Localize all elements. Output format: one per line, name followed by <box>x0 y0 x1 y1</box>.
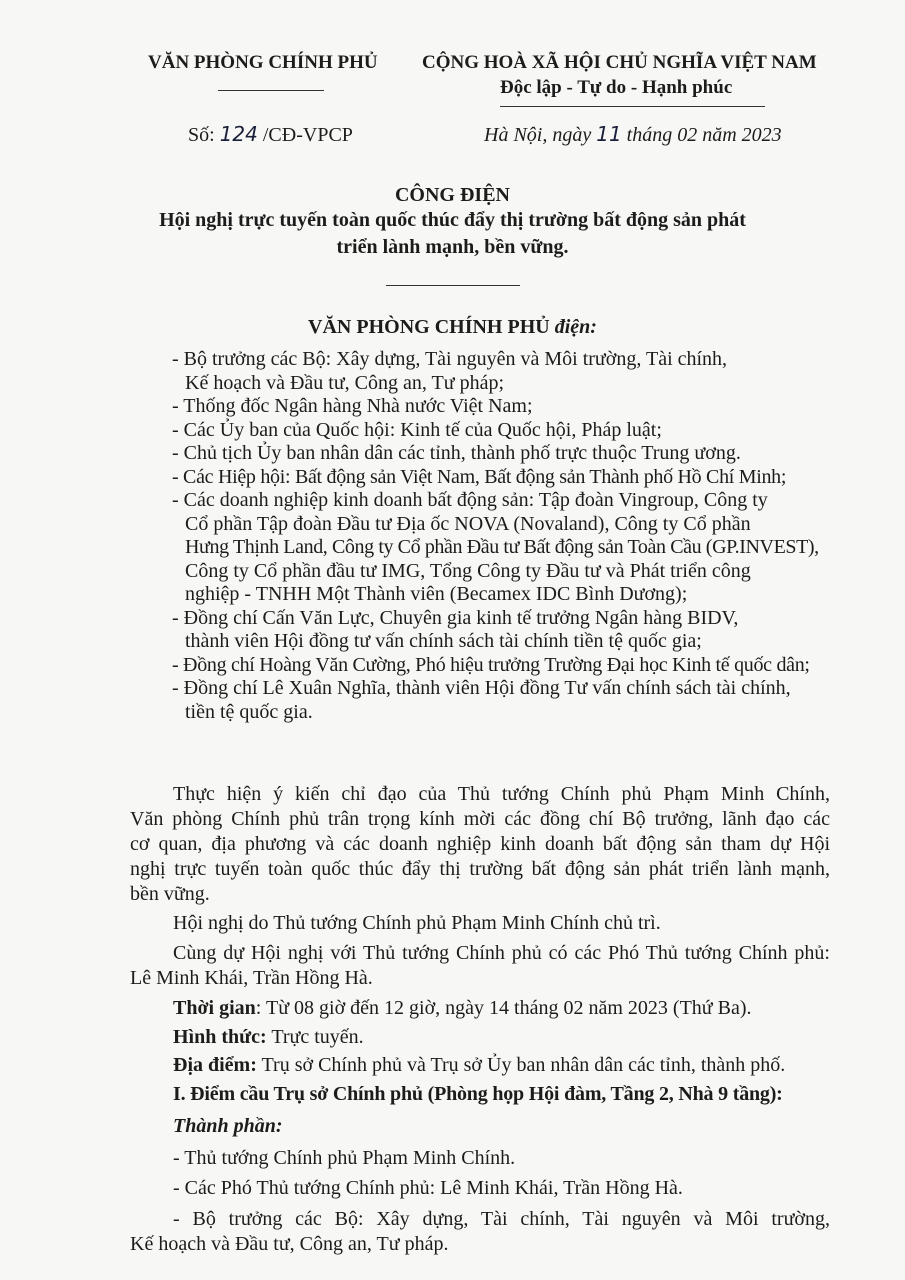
sender-verb: điện: <box>554 316 597 338</box>
body-paragraph-2: Hội nghị do Thủ tướng Chính phủ Phạm Minh Chính chủ trì. <box>173 912 661 934</box>
motto: Độc lập - Tự do - Hạnh phúc <box>500 77 733 98</box>
recipient-line: - Chủ tịch Ủy ban nhân dân các tỉnh, thành phố trực thuộc Trung ương. <box>172 442 741 464</box>
body-paragraph-last <box>130 1207 830 1257</box>
document-date <box>484 122 782 148</box>
number-suffix: /CĐ-VPCP <box>262 124 353 146</box>
subject-line-1: Hội nghị trực tuyến toàn quốc thúc đẩy thị trường bất động sản phát <box>159 209 746 231</box>
meeting-form <box>173 1025 364 1050</box>
date-suffix: tháng 02 năm 2023 <box>626 124 782 146</box>
recipient-line: nghiệp - TNHH Một Thành viên (Becamex IDC Bình Dương); <box>185 583 688 605</box>
paragraph-line: Lê Minh Khái, Trần Hồng Hà. <box>130 967 373 989</box>
recipient-line: - Đồng chí Lê Xuân Nghĩa, thành viên Hội đồng Tư vấn chính sách tài chính, <box>172 677 791 699</box>
recipient-line: Kế hoạch và Đầu tư, Công an, Tư pháp; <box>185 371 505 394</box>
paragraph-line: Kế hoạch và Đầu tư, Công an, Tư pháp. <box>130 1233 449 1255</box>
date-prefix: Hà Nội, ngày <box>484 124 592 146</box>
body-paragraph-3 <box>130 941 830 991</box>
recipient-line: thành viên Hội đồng tư vấn chính sách tài chính tiền tệ quốc gia; <box>185 630 702 652</box>
composition-label: Thành phần: <box>173 1115 283 1137</box>
recipient-line: - Bộ trưởng các Bộ: Xây dựng, Tài nguyên và Môi trường, Tài chính, <box>172 348 728 370</box>
place-value: Trụ sở Chính phủ và Trụ sở Ủy ban nhân dân các tỉnh, thành phố. <box>256 1054 786 1076</box>
paragraph-line: Cùng dự Hội nghị với Thủ tướng Chính phủ có các Phó Thủ tướng Chính phủ: <box>173 942 830 964</box>
paragraph-line: cơ quan, địa phương và các doanh nghiệp kinh doanh bất động sản tham dự Hội <box>130 833 830 855</box>
recipient-line: - Các Hiệp hội: Bất động sản Việt Nam, Bất động sản Thành phố Hồ Chí Minh; <box>172 465 787 488</box>
agency-underline <box>218 90 324 91</box>
attendee-line: - Thủ tướng Chính phủ Phạm Minh Chính. <box>173 1147 516 1169</box>
handwritten-day: 11 <box>596 122 622 146</box>
paragraph-line: - Bộ trưởng các Bộ: Xây dựng, Tài chính, Tài nguyên và Môi trường, <box>173 1208 830 1230</box>
recipient-line: Hưng Thịnh Land, Công ty Cổ phần Đầu tư Bất động sản Toàn Cầu (GP.INVEST), <box>185 536 819 558</box>
form-label: Hình thức: <box>173 1026 267 1048</box>
recipient-line: Công ty Cổ phần đầu tư IMG, Tổng Công ty Đầu tư và Phát triển công <box>185 559 751 582</box>
paragraph-line: Văn phòng Chính phủ trân trọng kính mời các đồng chí Bộ trưởng, lãnh đạo các <box>130 808 830 830</box>
agency-name: VĂN PHÒNG CHÍNH PHỦ <box>148 52 378 73</box>
recipient-line: - Đồng chí Cấn Văn Lực, Chuyên gia kinh tế trưởng Ngân hàng BIDV, <box>172 606 739 629</box>
recipient-list <box>172 348 822 724</box>
document-type: CÔNG ĐIỆN <box>394 184 510 206</box>
paragraph-line: bền vững. <box>130 883 210 905</box>
number-prefix: Số: <box>188 124 215 146</box>
body-paragraph-1 <box>130 782 830 907</box>
recipient-line: - Đồng chí Hoàng Văn Cường, Phó hiệu trưởng Trường Đại học Kinh tế quốc dân; <box>172 653 810 676</box>
place-label: Địa điểm: <box>173 1054 257 1076</box>
recipient-line: tiền tệ quốc gia. <box>185 700 313 723</box>
meeting-time <box>173 996 752 1021</box>
paragraph-line: nghị trực tuyến toàn quốc thúc đẩy thị trường bất động sản phát triển lành mạnh, <box>130 858 830 880</box>
sender-name: VĂN PHÒNG CHÍNH PHỦ <box>308 316 550 338</box>
attendee-line: - Các Phó Thủ tướng Chính phủ: Lê Minh Khái, Trần Hồng Hà. <box>173 1177 683 1199</box>
subject-line-2: triển lành mạnh, bền vững. <box>336 236 569 258</box>
republic-name: CỘNG HOÀ XÃ HỘI CHỦ NGHĨA VIỆT NAM <box>422 52 817 73</box>
recipient-line: - Các doanh nghiệp kinh doanh bất động sản: Tập đoàn Vingroup, Công ty <box>172 489 768 511</box>
time-label: Thời gian <box>173 997 256 1019</box>
paragraph-line: Thực hiện ý kiến chỉ đạo của Thủ tướng Chính phủ Phạm Minh Chính, <box>173 783 830 805</box>
recipient-line: Cổ phần Tập đoàn Đầu tư Địa ốc NOVA (Novaland), Công ty Cổ phần <box>185 512 751 535</box>
title-underline <box>386 285 520 286</box>
motto-underline <box>500 106 765 107</box>
handwritten-number: 124 <box>219 122 258 146</box>
recipient-line: - Thống đốc Ngân hàng Nhà nước Việt Nam; <box>172 395 533 417</box>
time-value: : Từ 08 giờ đến 12 giờ, ngày 14 tháng 02 năm 2023 (Thứ Ba). <box>255 997 752 1019</box>
section-heading: I. Điểm cầu Trụ sở Chính phủ (Phòng họp Hội đàm, Tầng 2, Nhà 9 tầng): <box>173 1083 783 1105</box>
form-value: Trực tuyến. <box>266 1026 364 1048</box>
document-number <box>188 122 353 148</box>
meeting-place <box>173 1053 785 1078</box>
recipient-line: - Các Ủy ban của Quốc hội: Kinh tế của Quốc hội, Pháp luật; <box>172 418 662 441</box>
sender-line <box>0 316 905 339</box>
